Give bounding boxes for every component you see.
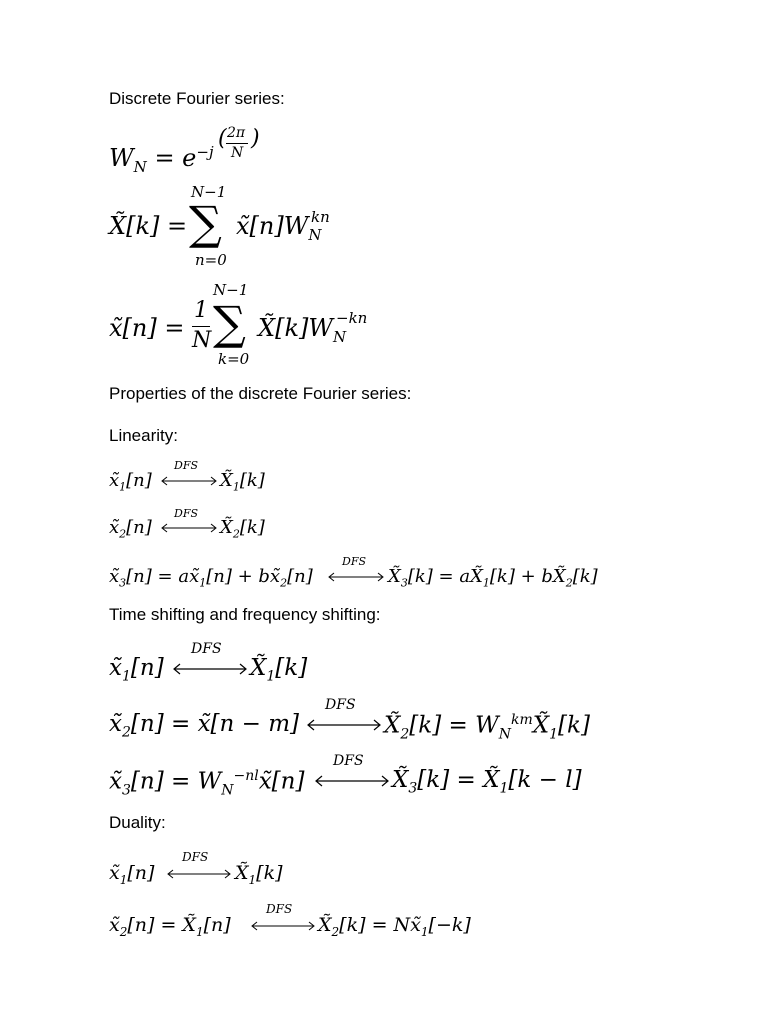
heading-properties: Properties of the discrete Fourier series: bbox=[109, 384, 412, 403]
equation-analysis-lhs: X̃[k] = bbox=[109, 212, 188, 240]
lin3-arrow-label: DFS bbox=[342, 555, 366, 568]
exponent-minus-kn: −kn bbox=[336, 309, 368, 327]
shift3-left: $x̃_3[n]$ = $W_N^{-nl}x̃[n]$ bbox=[109, 768, 305, 799]
lin1-left: $x̃_1[n]$ bbox=[109, 470, 152, 494]
equation-analysis-rhs: $x̃[n]W_N$ bbox=[236, 212, 322, 244]
lin3-left: $x̃_3[n]$ = $ax̃_1[n]$ + $bx̃_2[n]$ bbox=[109, 566, 313, 590]
shift2-right: $X̃_2[k]$ = $W_N^{km}X̃_1[k]$ bbox=[384, 712, 590, 743]
heading-linearity: Linearity: bbox=[109, 426, 178, 445]
lin1-arrow-label: DFS bbox=[174, 459, 198, 472]
shift1-left: $x̃_1[n]$ bbox=[109, 655, 164, 685]
sum-upper-limit-2: N−1 bbox=[213, 281, 249, 299]
sum-lower-limit-2: k=0 bbox=[218, 350, 250, 368]
exponent-kn: kn bbox=[311, 208, 330, 226]
heading-duality: Duality: bbox=[109, 813, 166, 832]
equation-wn: $W_N = e^{-j}$ bbox=[109, 143, 214, 176]
bidirectional-arrow-icon bbox=[314, 775, 390, 787]
dual2-left: $x̃_2[n]$ = $X̃_1[n]$ bbox=[109, 914, 231, 939]
heading-shifting: Time shifting and frequency shifting: bbox=[109, 605, 381, 624]
dual2-right: $X̃_2[k]$ = $Nx̃_1[-k]$ bbox=[318, 914, 471, 939]
dual1-left: $x̃_1[n]$ bbox=[109, 862, 155, 887]
shift1-arrow-label: DFS bbox=[191, 641, 222, 657]
equation-synthesis-lhs: x̃[n] = bbox=[109, 314, 185, 342]
bidirectional-arrow-icon bbox=[250, 921, 316, 931]
sigma-icon-2: ∑ bbox=[213, 296, 246, 350]
bidirectional-arrow-icon bbox=[306, 719, 382, 731]
bidirectional-arrow-icon bbox=[172, 663, 248, 675]
shift3-right: $X̃_3[k]$ = $X̃_1[k - l]$ bbox=[392, 767, 582, 797]
lin2-right: $X̃_2[k]$ bbox=[220, 517, 265, 541]
heading-discrete-fourier-series: Discrete Fourier series: bbox=[109, 89, 285, 108]
sum-lower-limit: n=0 bbox=[195, 251, 227, 269]
document-page: Discrete Fourier series: $W_N = e^{-j}$ ( 2π N ) N−1 X̃[k] = ∑ n=0 $x̃[n]W_N$ kn N−1 x̃[n] = 1 N ∑ k=0 $X̃[k]W_N$ −kn Properties of the discrete Fourier series: Linearity: $x̃_1[n]$ DFS $X̃_1[k]$ $x̃_2[n]$ DFS $X̃_2[k]$ $x̃_3[n]$ = $ax̃_1[n]$ + $bx̃_2[n]$ DFS $X̃_3[k]$ = $aX̃_1[k]$ + $bX̃_2[k]$ Time shifting and frequency shifting: $x̃_1[n]$ DFS $X̃_1[k]$ $x̃_2[n]$ = x̃[n − m] DFS $X̃_2[k]$ = $W_N^{km}X̃_1[k]$ $x̃_3[n]$ = $W_N^{-nl}x̃[n]$ DFS $X̃_3[k]$ = $X̃_1[k - l]$ Duality: $x̃_1[n]$ DFS $X̃_1[k]$ $x̃_2[n]$ = $X̃_1[n]$ DFS $X̃_2[k]$ = $Nx̃_1[-k]$ bbox=[109, 89, 598, 939]
lin2-arrow-label: DFS bbox=[174, 507, 198, 520]
dual1-arrow-label: DFS bbox=[182, 850, 209, 864]
shift2-left: $x̃_2[n]$ = x̃[n − m] bbox=[109, 711, 300, 741]
bidirectional-arrow-icon bbox=[160, 523, 218, 533]
dual2-arrow-label: DFS bbox=[266, 902, 293, 916]
lin1-right: $X̃_1[k]$ bbox=[220, 470, 265, 494]
bidirectional-arrow-icon bbox=[160, 476, 218, 486]
bidirectional-arrow-icon bbox=[166, 869, 232, 879]
equation-synthesis-rhs: $X̃[k]W_N$ bbox=[258, 314, 347, 346]
dual1-right: $X̃_1[k]$ bbox=[235, 862, 283, 887]
shift1-right: $X̃_1[k]$ bbox=[250, 655, 308, 685]
bidirectional-arrow-icon bbox=[327, 572, 385, 582]
shift3-arrow-label: DFS bbox=[333, 753, 364, 769]
lin3-right: $X̃_3[k]$ = $aX̃_1[k]$ + $bX̃_2[k]$ bbox=[388, 566, 598, 590]
sum-upper-limit: N−1 bbox=[191, 183, 227, 201]
sigma-icon: ∑ bbox=[189, 196, 222, 250]
shift2-arrow-label: DFS bbox=[325, 697, 356, 713]
lin2-left: $x̃_2[n]$ bbox=[109, 517, 152, 541]
